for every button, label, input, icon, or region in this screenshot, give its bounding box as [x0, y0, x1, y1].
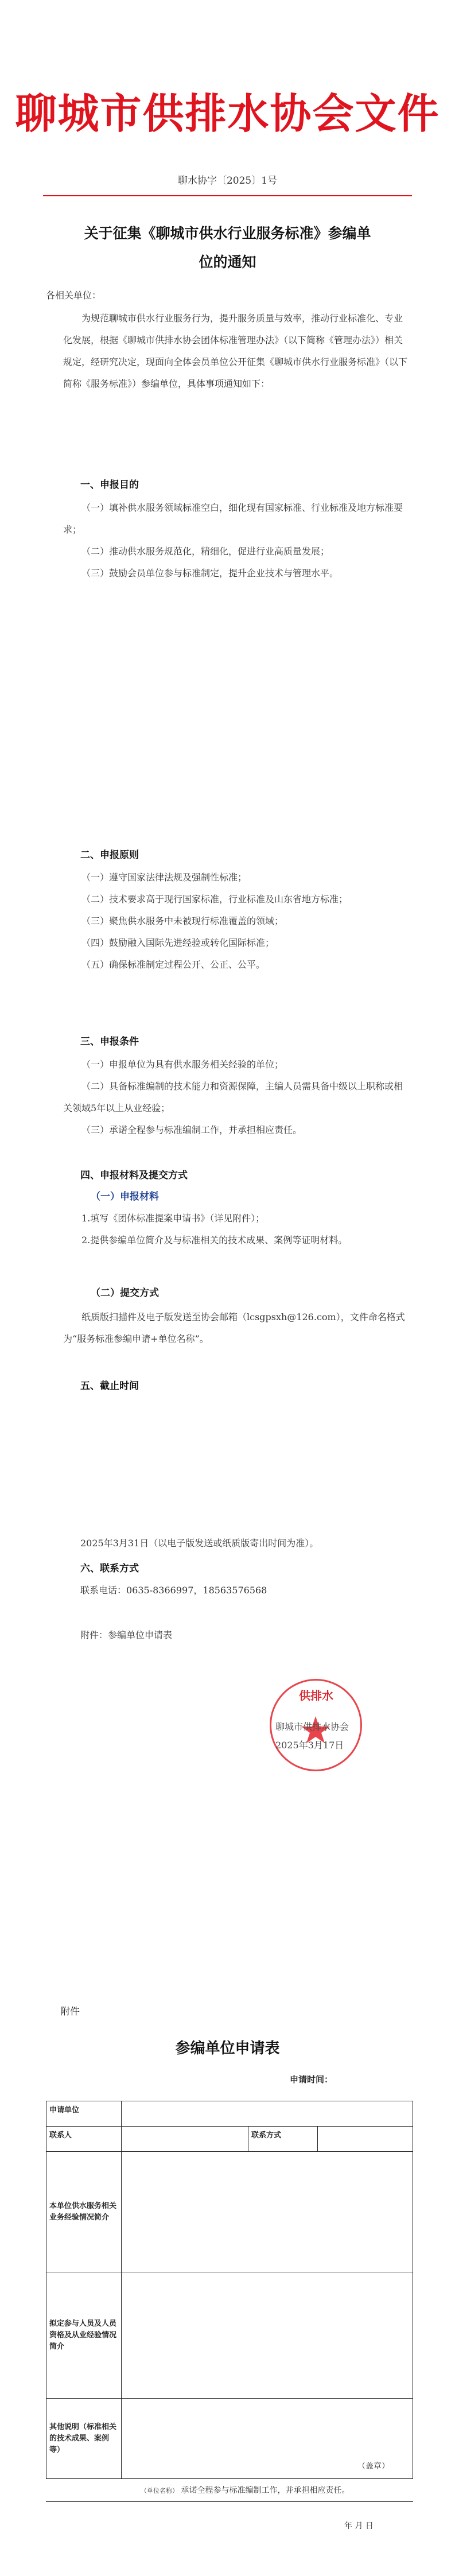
stamp-label: （盖章）: [357, 2462, 390, 2471]
contact-field[interactable]: [122, 2127, 248, 2152]
section-4-sub2-title: （二）提交方式: [91, 1287, 159, 1299]
section-4-sub1-title: （一）申报材料: [91, 1191, 159, 1202]
experience-field[interactable]: [122, 2152, 413, 2272]
list-item: （二）技术要求高于现行国家标准，行业标准及山东省地方标准；: [81, 894, 348, 905]
section-4-sub1-list: [63, 1208, 407, 1251]
contact-label: 联系人: [46, 2127, 122, 2152]
list-item: （一）申报单位为具有供水服务相关经验的单位；: [81, 1059, 284, 1070]
section-6-title: 六、联系方式: [80, 1563, 139, 1574]
pledge-unit-placeholder: （单位名称）: [141, 2487, 178, 2494]
application-form-table: [46, 2101, 413, 2479]
pledge-rule: [46, 2501, 413, 2502]
contact-info: 联系电话：0635-8366997，18563576568: [80, 1585, 267, 1596]
form-time-label: 申请时间：: [290, 2074, 333, 2085]
intro-paragraph: 为规范聊城市供水行业服务行为，提升服务质量与效率，推动行业标准化、专业化发展，根据《聊城市供排水协会团体标准管理办法》（以下简称《管理办法》）相关规定，经研究决定，现面向全体会员单位公开征集《聊城市供水行业服务标准》（以下简称《服务标准》）参编单位，具体事项通知如下：: [63, 313, 408, 389]
list-item: （四）鼓励融入国际先进经验或转化国际标准；: [81, 937, 275, 948]
section-2-list: [63, 867, 407, 976]
list-item: （五）确保标准制定过程公开、公正、公平。: [81, 959, 266, 970]
staff-label: 拟定参与人员及人员资格及从业经验情况简介: [46, 2272, 122, 2399]
section-4-title: 四、申报材料及提交方式: [80, 1170, 188, 1181]
pledge-text: 承诺全程参与标准编制工作，并承担相应责任。: [181, 2486, 350, 2495]
deadline-text: 2025年3月31日（以电子版发送或纸质版寄出时间为准）。: [80, 1538, 319, 1549]
other-label: 其他说明（标准相关的技术成果、案例等）: [46, 2399, 122, 2479]
pledge-line: [141, 2484, 349, 2496]
table-row: [46, 2399, 413, 2479]
red-divider: [43, 195, 412, 196]
section-3-title: 三、申报条件: [80, 1036, 139, 1048]
table-row: [46, 2127, 413, 2152]
table-row: [46, 2272, 413, 2399]
list-item: （二）具备标准编制的技术能力和资源保障，主编人员需具备中级以上职称或相关领域5年以上从业经验；: [63, 1081, 403, 1114]
notice-title: [34, 219, 421, 277]
form-title: 参编单位申请表: [175, 2040, 280, 2057]
list-item: （二）推动供水服务规范化，精细化，促进行业高质量发展；: [81, 546, 330, 557]
section-5-title: 五、截止时间: [80, 1380, 139, 1392]
seal-arc-text: 供排水: [299, 1689, 333, 1702]
notice-title-line2: 位的通知: [199, 254, 256, 270]
table-row: [46, 2152, 413, 2272]
signature-org: 聊城市供排水协会: [275, 1721, 349, 1732]
section-4-sub2-text: 纸质版扫描件及电子版发送至协会邮箱（lcsgpsxh@126.com），文件命名格式为“服务标准参编申请+单位名称”。: [63, 1312, 405, 1344]
list-item: （三）聚焦供水服务中未被现行标准覆盖的领域；: [81, 915, 284, 926]
experience-label: 本单位供水服务相关业务经验情况简介: [46, 2152, 122, 2272]
list-item: 2.提供参编单位简介及与标准相关的技术成果、案例等证明材料。: [81, 1235, 348, 1246]
notice-title-line1: 关于征集《聊城市供水行业服务标准》参编单: [84, 225, 371, 242]
other-field[interactable]: [122, 2399, 413, 2479]
unit-field[interactable]: [122, 2101, 413, 2127]
list-item: （一）填补供水服务领域标准空白，细化现有国家标准、行业标准及地方标准要求；: [63, 502, 403, 535]
list-item: （三）鼓励会员单位参与标准制定，提升企业技术与管理水平。: [81, 568, 339, 579]
pledge-date: 年 月 日: [344, 2521, 374, 2531]
list-item: 1.填写《团体标准提案申请书》（详见附件）；: [81, 1213, 265, 1224]
attachment-label: 附件: [60, 2006, 80, 2018]
section-2-title: 二、申报原则: [80, 849, 139, 861]
salutation: 各相关单位：: [46, 290, 102, 301]
section-1-title: 一、申报目的: [80, 479, 139, 491]
signature-date: 2025年3月17日: [275, 1740, 344, 1751]
contact-method-label: 联系方式: [248, 2127, 318, 2152]
staff-field[interactable]: [122, 2272, 413, 2399]
attachment-note: 附件：参编单位申请表: [80, 1630, 173, 1640]
contact-method-field[interactable]: [318, 2127, 413, 2152]
document-red-header: 聊城市供排水协会文件: [15, 90, 440, 138]
document-number: 聊水协字〔2025〕1号: [177, 175, 278, 187]
list-item: （一）遵守国家法律法规及强制性标准；: [81, 872, 247, 883]
list-item: （三）承诺全程参与标准编制工作，并承担相应责任。: [81, 1124, 302, 1135]
section-1-list: [63, 497, 407, 584]
unit-label: 申请单位: [46, 2101, 122, 2127]
section-3-list: [63, 1054, 407, 1141]
table-row: [46, 2101, 413, 2127]
